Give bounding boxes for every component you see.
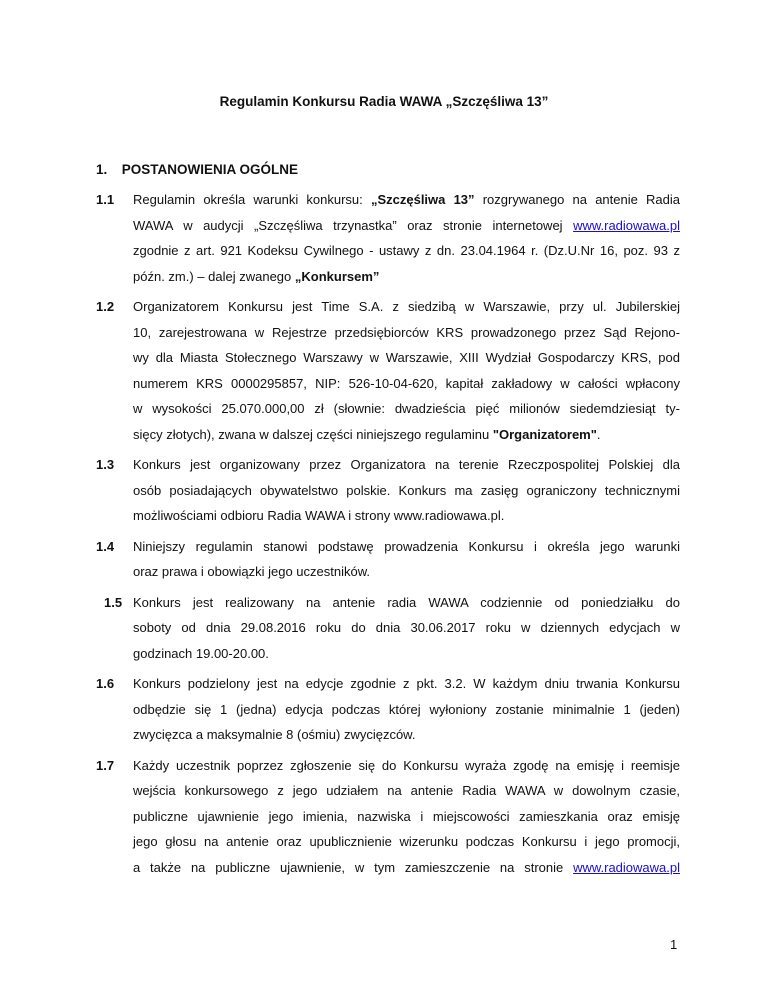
paragraph-1-2: [96, 294, 680, 447]
text-line: [133, 829, 680, 855]
paragraph-1-5: [96, 590, 680, 667]
text-segment: numerem KRS 0000295857, NIP: 526-10-04-620, kapitał zakładowy w całości wpłacony: [133, 375, 680, 391]
text-line: [133, 320, 680, 346]
paragraph-1-3: [96, 452, 680, 529]
website-link[interactable]: www.radiowawa.pl: [573, 859, 680, 875]
text-line: [133, 590, 680, 616]
text-segment: a także na publiczne ujawnienie, w tym zamieszczenie na stronie: [133, 859, 574, 875]
text-line: [133, 641, 680, 667]
paragraph-1-6: [96, 671, 680, 748]
text-line: [133, 452, 680, 478]
paragraph-number: 1.4: [96, 538, 115, 554]
text-segment: zgodnie z art. 921 Kodeksu Cywilnego - ustawy z dn. 23.04.1964 r. (Dz.U.Nr 16, poz. 93 z: [133, 243, 680, 258]
text-line: [133, 478, 680, 504]
text-segment: jego głosu na antenie oraz upublicznienie wizerunku podczas Konkursu i jego promocji,: [133, 834, 680, 849]
text-line: [133, 855, 680, 881]
text-segment: Każdy uczestnik poprzez zgłoszenie się do Konkursu wyraża zgodę na emisję i reemisje: [133, 757, 680, 773]
text-segment: Organizatorem Konkursu jest Time S.A. z siedzibą w Warszawie, przy ul. Jubilerskiej: [133, 299, 680, 314]
paragraph-1-1: [96, 187, 680, 289]
text-segment: publiczne ujawnienie jego imienia, nazwiska i miejscowości zamieszkania oraz emisję: [133, 808, 680, 824]
text-segment: Niniejszy regulamin stanowi podstawę prowadzenia Konkursu i określa jego warunki: [133, 538, 680, 554]
section-number: 1.: [96, 162, 108, 177]
text-segment: późn. zm.) – dalej zwanego: [133, 268, 295, 284]
text-segment: wejścia konkursowego z jego udziałem na antenie Radia WAWA w dowolnym czasie,: [133, 783, 680, 798]
text-segment: Konkurs jest organizowany przez Organizatora na terenie Rzeczpospolitej Polskiej dla: [133, 457, 680, 472]
text-line: [133, 722, 680, 748]
text-line: [133, 213, 680, 239]
paragraph-number: 1.1: [96, 192, 115, 207]
paragraph-number: 1.2: [96, 299, 115, 314]
section-heading: [96, 160, 298, 180]
text-line: [133, 804, 680, 830]
text-line: [133, 503, 680, 529]
text-segment: możliwościami odbioru Radia WAWA i strony www.radiowawa.pl.: [133, 508, 505, 523]
text-segment: Konkurs jest realizowany na antenie radia WAWA codziennie od poniedziałku do: [133, 594, 680, 610]
text-segment: zwycięzca a maksymalnie 8 (ośmiu) zwycięzców.: [133, 727, 416, 742]
text-line: [133, 534, 680, 560]
text-line: [133, 264, 680, 290]
text-line: [133, 671, 680, 697]
website-link[interactable]: www.radiowawa.pl: [573, 217, 680, 233]
paragraph-list: [96, 187, 680, 885]
text-line: [133, 422, 680, 448]
text-line: [133, 238, 680, 264]
text-segment: rozgrywanego na antenie Radia: [474, 192, 681, 207]
text-segment: soboty od dnia 29.08.2016 roku do dnia 30.06.2017 roku w dziennych edycjach w: [133, 620, 680, 635]
text-segment: oraz prawa i obowiązki jego uczestników.: [133, 564, 371, 579]
text-line: [133, 345, 680, 371]
text-segment: 10, zarejestrowana w Rejestrze przedsiębiorców KRS prowadzonego przez Sąd Rejono-: [133, 324, 680, 340]
text-segment: godzinach 19.00-20.00.: [133, 645, 269, 661]
paragraph-1-7: [96, 753, 680, 881]
text-line: [133, 559, 680, 585]
text-line: [133, 396, 680, 422]
document-title: Regulamin Konkursu Radia WAWA „Szczęśliwa 13”: [219, 94, 549, 109]
text-line: [133, 778, 680, 804]
text-segment: .: [596, 426, 601, 442]
text-segment: WAWA w audycji „Szczęśliwa trzynastka” oraz stronie internetowej: [133, 217, 574, 233]
text-segment: wy dla Miasta Stołecznego Warszawy w Warszawie, XIII Wydział Gospodarczy KRS, pod: [133, 350, 680, 365]
paragraph-number: 1.3: [96, 457, 115, 472]
text-line: [133, 187, 680, 213]
text-line: [133, 753, 680, 779]
paragraph-number: 1.5: [104, 594, 123, 610]
text-segment: odbędzie się 1 (jedna) edycja podczas której wyłoniony zostanie minimalnie 1 (jeden): [133, 701, 680, 717]
section-title: POSTANOWIENIA OGÓLNE: [121, 162, 299, 177]
page-number: 1: [670, 937, 678, 952]
text-line: [133, 697, 680, 723]
bold-text: „Konkursem”: [294, 268, 380, 284]
bold-text: "Organizatorem": [492, 426, 597, 442]
bold-text: „Szczęśliwa 13”: [370, 192, 475, 207]
text-segment: Konkurs podzielony jest na edycje zgodnie z pkt. 3.2. W każdym dniu trwania Konkursu: [133, 676, 680, 691]
text-line: [133, 371, 680, 397]
text-segment: w wysokości 25.070.000,00 zł (słownie: dwadzieścia pięć milionów siedemdziesiąt ty-: [133, 401, 680, 416]
text-line: [133, 294, 680, 320]
text-segment: Regulamin określa warunki konkursu:: [133, 192, 371, 207]
text-segment: sięcy złotych), zwana w dalszej części niniejszego regulaminu: [133, 426, 493, 442]
paragraph-number: 1.7: [96, 757, 115, 773]
paragraph-1-4: [96, 534, 680, 585]
text-segment: osób posiadających obywatelstwo polskie. Konkurs ma zasięg ograniczony technicznymi: [133, 482, 680, 498]
paragraph-number: 1.6: [96, 676, 115, 691]
text-line: [133, 615, 680, 641]
